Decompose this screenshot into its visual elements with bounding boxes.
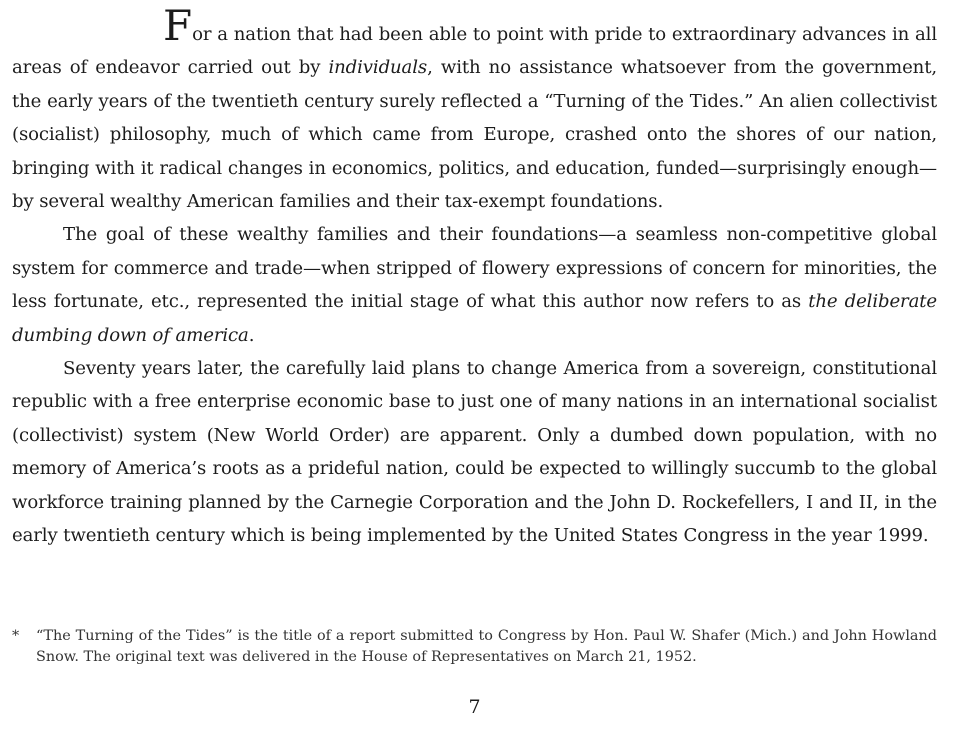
footnote: [12, 626, 937, 668]
paragraph-1-text-end: , with no assistance whatsoever from the government, the early years of the twentieth century surely reflected a “Turning of the Tides.” An alien collectivist (socialist) philosophy, much of which came from Europe, crashed onto the shores of our nation, bringing with it radical changes in economics, politics, and education, funded—surprisingly enough—by several wealthy American families and their tax-exempt foundations.: [12, 57, 937, 213]
paragraph-3: [12, 352, 937, 552]
paragraph-1-emphasis: individuals: [328, 57, 428, 79]
drop-cap: F: [163, 1, 193, 50]
body-text: [12, 1, 937, 553]
paragraph-2-text: The goal of these wealthy families and their foundations—a seamless non-competitive global system for commerce and trade—when stripped of flowery expressions of concern for minorities, the less fortunate, etc., represented the initial stage of what this author now refers to as: [12, 224, 937, 313]
paragraph-1-text-start: or a nation that had been able to point with pride to extraordinary advances in all areas of endeavor carried out by: [12, 24, 937, 79]
footnote-text: “The Turning of the Tides” is the title of a report submitted to Congress by Hon. Paul W. Shafer (Mich.) and John Howland Snow. The original text was delivered in the House of Representatives on March 21, 1952.: [36, 628, 937, 665]
paragraph-1: [12, 1, 937, 218]
paragraph-3-text: Seventy years later, the carefully laid plans to change America from a sovereign, constitutional republic with a free enterprise economic base to just one of many nations in an international socialist (collectivist) system (New World Order) are apparent. Only a dumbed down population, with no memory of America’s roots as a prideful nation, could be expected to willingly succumb to the global workforce training planned by the Carnegie Corporation and the John D. Rockefellers, I and II, in the early twentieth century which is being implemented by the United States Congress in the year 1999.: [12, 358, 937, 547]
page-number: 7: [468, 696, 481, 718]
paragraph-2: [12, 218, 937, 352]
paragraph-2-emphasis: the deliberate dumbing down of america: [12, 291, 937, 346]
paragraph-2-period: .: [248, 324, 255, 346]
footnote-marker: *: [12, 628, 20, 644]
